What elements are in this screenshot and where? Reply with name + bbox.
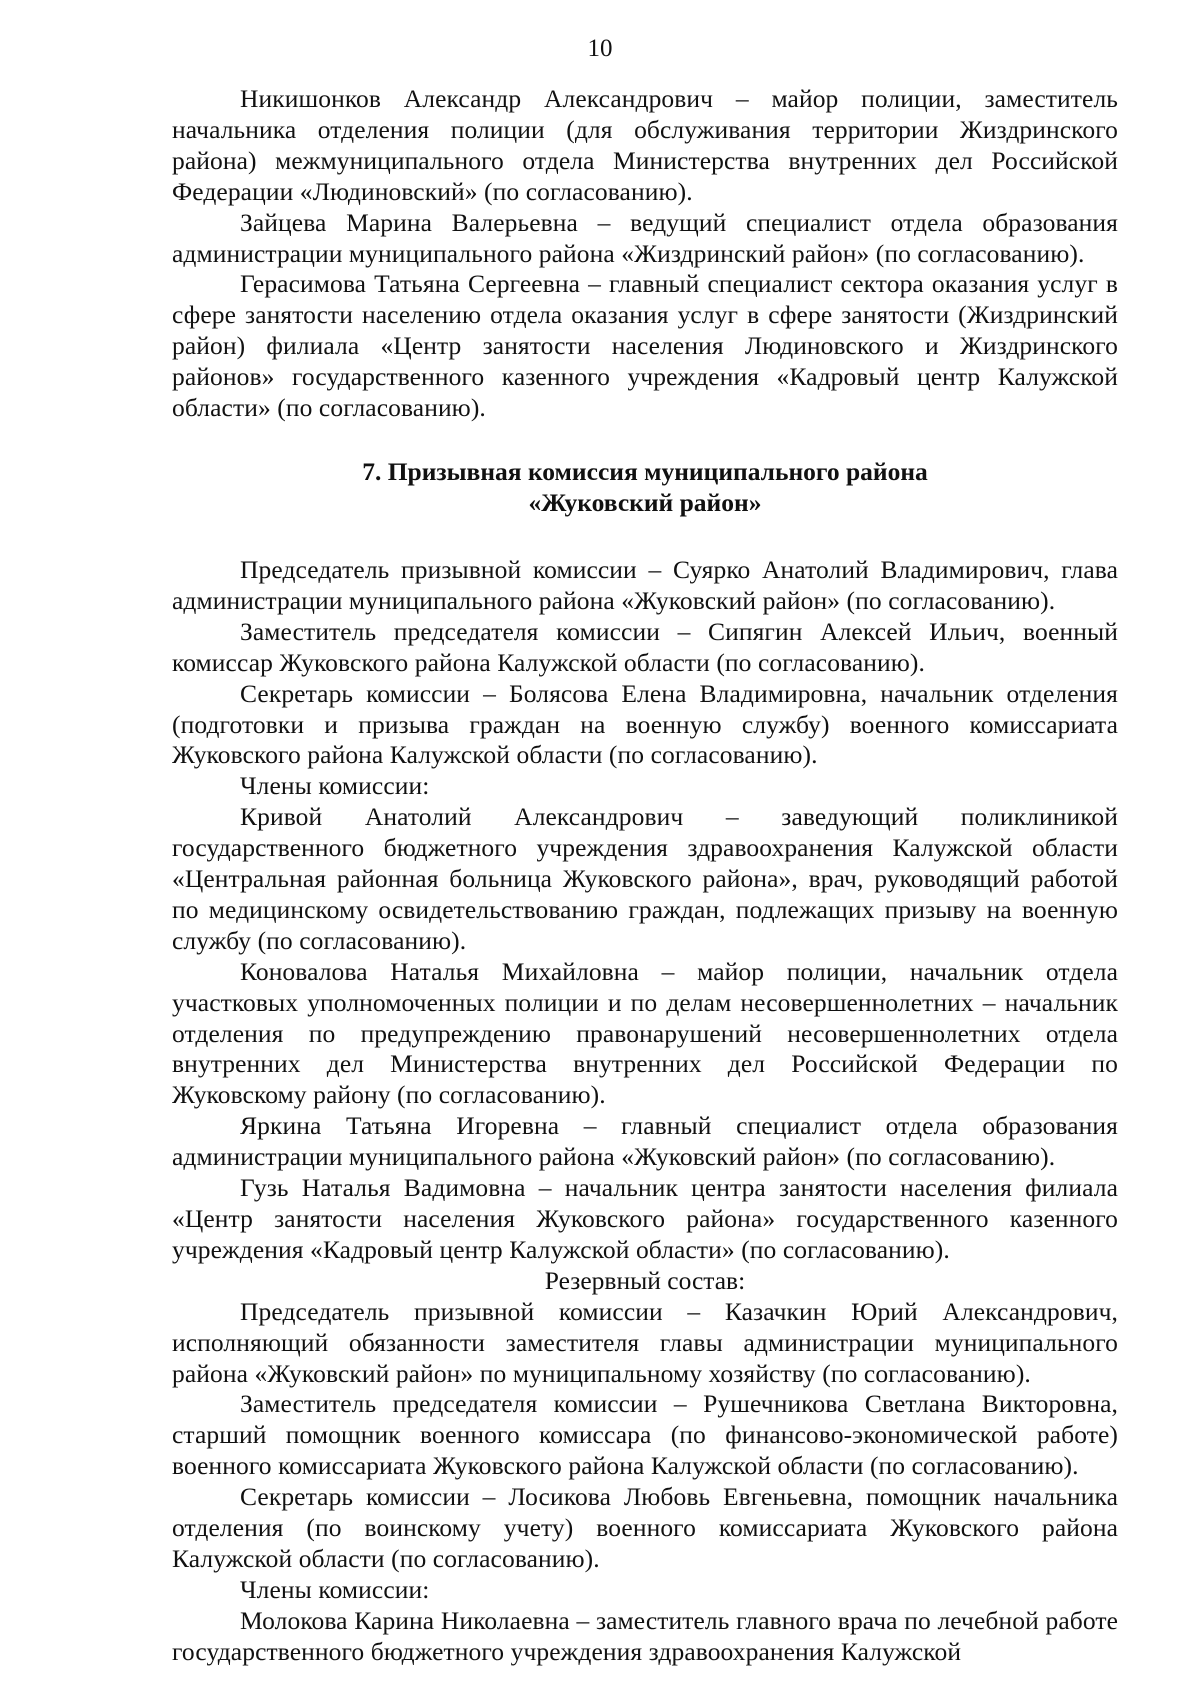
- paragraph-deputy-chairman: Заместитель председателя комиссии – Сипягин Алексей Ильич, военный комиссар Жуковского района Калужской области (по согласованию).: [172, 616, 1118, 677]
- paragraph-member-konovalova: Коновалова Наталья Михайловна – майор полиции, начальник отдела участковых уполномоченных полиции и по делам несовершеннолетних – начальник отделения по предупреждению правонарушений несовершеннолетних отдела внутренних дел Министерства внутренних дел Российской Федерации по Жуковскому району (по согласованию).: [172, 956, 1118, 1110]
- paragraph-member-krivoy: Кривой Анатолий Александрович – заведующий поликлиникой государственного бюджетного учреждения здравоохранения Калужской области «Центральная районная больница Жуковского района», врач, руководящий работой по медицинскому освидетельствованию граждан, подлежащих призыву на военную службу (по согласованию).: [172, 802, 1118, 955]
- paragraph-reserve-deputy-chairman: Заместитель председателя комиссии – Рушечникова Светлана Викторовна, старший помощник военного комиссара (по финансово-экономической работе) военного комиссариата Жуковского района Калужской области (по согласованию).: [172, 1389, 1118, 1481]
- paragraph-reserve-secretary: Секретарь комиссии – Лосикова Любовь Евгеньевна, помощник начальника отделения (по воинскому учету) военного комиссариата Жуковского района Калужской области (по согласованию).: [172, 1482, 1118, 1573]
- reserve-heading: Резервный состав:: [544, 1265, 746, 1295]
- section-heading-line-2: «Жуковский район»: [528, 487, 762, 517]
- paragraph-reserve-chairman: Председатель призывной комиссии – Казачкин Юрий Александрович, исполняющий обязанности заместителя главы администрации муниципального района «Жуковский район» по муниципальному хозяйству (по согласованию).: [172, 1296, 1118, 1388]
- section-heading: [172, 456, 1118, 518]
- page-number: 10: [587, 35, 613, 62]
- paragraph-reserve-members-label: Члены комиссии:: [240, 1574, 430, 1604]
- paragraph-secretary: Секретарь комиссии – Болясова Елена Владимировна, начальник отделения (подготовки и призыва граждан на военную службу) военного комиссариата Жуковского района Калужской области (по согласованию).: [172, 678, 1118, 770]
- paragraph-chairman: Председатель призывной комиссии – Суярко Анатолий Владимирович, глава администрации муниципального района «Жуковский район» (по согласованию).: [172, 554, 1118, 615]
- paragraph-members-label: Члены комиссии:: [240, 771, 430, 801]
- paragraph-member-guz: Гузь Наталья Вадимовна – начальник центра занятости населения филиала «Центр занятости населения Жуковского района» государственного казенного учреждения «Кадровый центр Калужской области» (по согласованию).: [172, 1173, 1118, 1264]
- paragraph-reserve-member-molokova: Молокова Карина Николаевна – заместитель главного врача по лечебной работе государственного бюджетного учреждения здравоохранения Калужской: [172, 1605, 1118, 1666]
- paragraph-nikishonkov: Никишонков Александр Александрович – майор полиции, заместитель начальника отделения полиции (для обслуживания территории Жиздринского района) межмуниципального отдела Министерства внутренних дел Российской Федерации «Людиновский» (по согласованию).: [172, 84, 1118, 206]
- paragraph-gerasimova: Герасимова Татьяна Сергеевна – главный специалист сектора оказания услуг в сфере занятости населению отдела оказания услуг в сфере занятости (Жиздринский район) филиала «Центр занятости населения Людиновского и Жиздринского районов» государственного казенного учреждения «Кадровый центр Калужской области» (по согласованию).: [172, 269, 1118, 423]
- paragraph-zaytseva: Зайцева Марина Валерьевна – ведущий специалист отдела образования администрации муниципального района «Жиздринский район» (по согласованию).: [172, 207, 1118, 268]
- paragraph-member-yarkina: Яркина Татьяна Игоревна – главный специалист отдела образования администрации муниципального района «Жуковский район» (по согласованию).: [172, 1111, 1118, 1172]
- document-body: [172, 84, 1118, 1668]
- section-heading-line-1: 7. Призывная комиссия муниципального района: [362, 456, 928, 486]
